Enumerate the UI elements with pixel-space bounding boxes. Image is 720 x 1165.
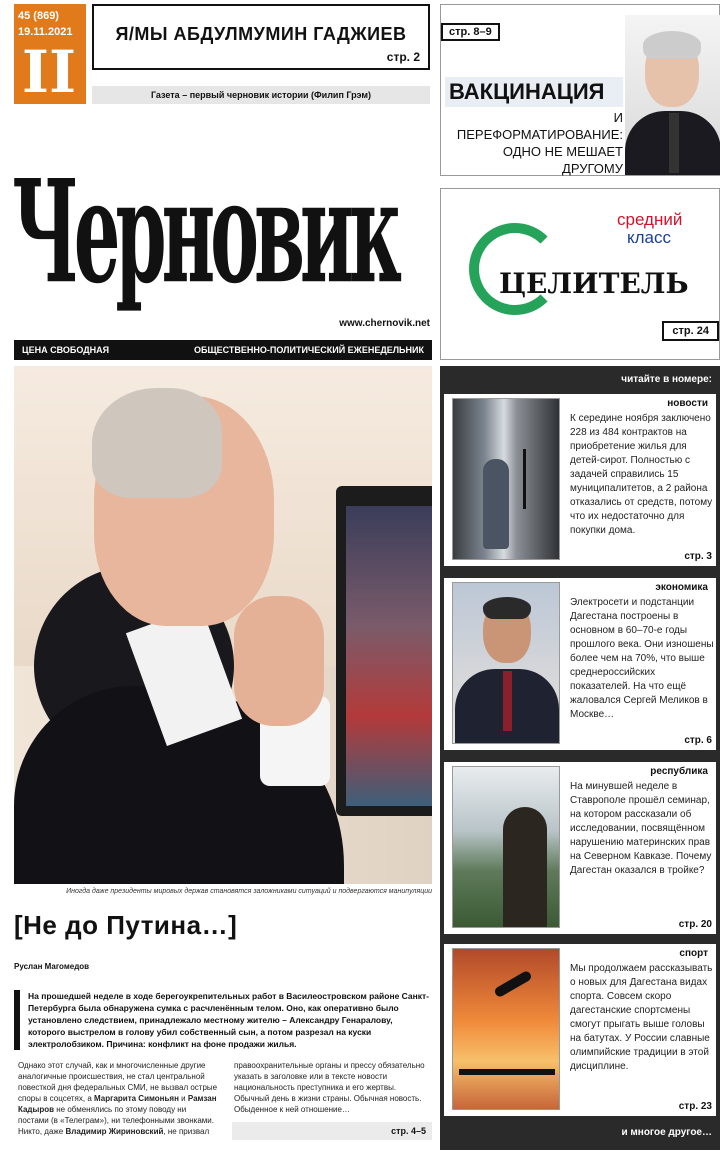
middle-class-label-top: средний — [617, 210, 683, 229]
newspaper-title: Черновик — [12, 148, 398, 315]
issue-mark: II — [21, 38, 77, 106]
main-headline[interactable]: [Не до Путина…] — [14, 910, 238, 940]
toc-text: На минувшей неделе в Ставрополе прошёл семинар, на котором рассказали об исследовании, посвящённом нарушению материнских прав на Северном Кавказе. Почему Дагестан оказался в тройке? — [570, 781, 712, 876]
healer-logo-text: ЦЕЛИТЕЛЬ — [499, 267, 689, 300]
person-name: Маргарита Симоньян — [94, 1094, 179, 1103]
toc-photo — [452, 398, 560, 560]
middle-class-label-bottom: класс — [627, 228, 672, 247]
masthead-bar — [14, 340, 432, 360]
issue-date: 19.11.2021 — [18, 26, 73, 38]
toc-rubric: спорт — [675, 948, 712, 959]
toc-header: читайте в номере: — [621, 374, 712, 385]
person-name: Рамзан Кадыров — [18, 1094, 217, 1114]
site-url[interactable]: www.chernovik.net — [339, 318, 430, 329]
toc-page: стр. 3 — [684, 551, 712, 562]
toc-rubric: экономика — [651, 582, 712, 593]
toc-page: стр. 23 — [678, 1101, 712, 1112]
photo-caption: Иногда даже президенты мировых держав становятся заложниками ситуаций и подвергаются манипуляции — [66, 888, 432, 895]
price-label: ЦЕНА СВОБОДНАЯ — [22, 345, 110, 355]
toc-item-economy[interactable] — [444, 578, 716, 750]
issue-badge — [14, 4, 86, 104]
toc-page: стр. 6 — [684, 735, 712, 746]
top-banner[interactable] — [92, 4, 430, 70]
promo-healer-page: стр. 24 — [662, 321, 719, 341]
main-page-ref[interactable]: стр. 4–5 — [232, 1122, 432, 1140]
promo-vaccination-subline: И ПЕРЕФОРМАТИРОВАНИЕ: ОДНО НЕ МЕШАЕТ ДРУГОМУ — [456, 110, 623, 176]
promo-vaccination[interactable] — [440, 4, 720, 176]
toc-photo — [452, 582, 560, 744]
top-banner-title: Я/МЫ АБДУЛМУМИН ГАДЖИЕВ — [115, 24, 407, 44]
toc-rubric: республика — [646, 766, 712, 777]
lead-paragraph: На прошедшей неделе в ходе берегоукрепительных работ в Василеостровском районе Санкт-Петербурга была обнаружена сумка с расчленённым телом. Оно, как оперативно было установлено следствием, принадлежало местному жителю – Александру Генаралову, которого выстрелом в голову убил собственный сын, а потом разрезал на куски электролобзиком. Причина: конфликт на фоне продажи жилья. — [14, 990, 432, 1050]
main-photo — [14, 366, 432, 884]
toc-photo — [452, 948, 560, 1110]
person-name: Владимир Жириновский — [65, 1127, 164, 1136]
tagline: Газета – первый черновик истории (Филип Грэм) — [92, 86, 430, 104]
paper-kind-label: ОБЩЕСТВЕННО-ПОЛИТИЧЕСКИЙ ЕЖЕНЕДЕЛЬНИК — [194, 345, 424, 355]
toc-item-republic[interactable] — [444, 762, 716, 934]
toc-text: Электросети и подстанции Дагестана построены в основном в 60–70-е годы прошлого века. Они изношены более чем на 70%, что выше среднероссийских показателей. На что ещё жаловался Сергей Меликов в Москве… — [570, 597, 714, 720]
author: Руслан Магомедов — [14, 962, 90, 971]
toc-rubric: новости — [663, 398, 712, 409]
toc-item-sport[interactable] — [444, 944, 716, 1116]
toc-more: и многое другое… — [621, 1127, 712, 1138]
toc-text: Мы продолжаем рассказывать о новых для Дагестана видах спорта. Совсем скоро дагестанские спортсмены смогут прыгать выше головы на батутах. У России славные олимпийские традиции в этой дисциплине. — [570, 963, 713, 1072]
toc-text: К середине ноября заключено 228 из 484 контрактов на приобретение жилья для детей-сирот. Полностью с задачей справились 15 муниципалитетов, а 2 района отказались от средств, потому что их недостаточно для покупки дома. — [570, 413, 713, 536]
toc-item-news[interactable] — [444, 394, 716, 566]
toc-photo — [452, 766, 560, 928]
toc-page: стр. 20 — [678, 919, 712, 930]
body-column-1: Однако этот случай, как и многочисленные другие аналогичные происшествия, не стал центральной повесткой дня федеральных СМИ, не вызвал острые споры в соцсетях, а Маргарита Симоньян и Рамзан Кадыров не обменялись по этому поводу ни постами (в «Телеграм»), ни телефонными звонками. Никто, даже Владимир Жириновский, не призвал — [18, 1061, 218, 1136]
promo-vaccination-photo — [625, 15, 720, 175]
promo-vaccination-headline: ВАКЦИНАЦИЯ — [445, 77, 623, 107]
issue-number: 45 (869) — [18, 10, 59, 22]
promo-vaccination-page: стр. 8–9 — [441, 23, 500, 41]
body-column-2: правоохранительные органы и прессу обязательно указать в заголовке или в тексте новости национальность преступника и его жертвы. Обычный день в жизни страны. Обычная новость. Обыденное к ней отношение… — [234, 1061, 425, 1114]
promo-healer[interactable] — [440, 188, 720, 360]
top-banner-page: стр. 2 — [386, 50, 420, 64]
